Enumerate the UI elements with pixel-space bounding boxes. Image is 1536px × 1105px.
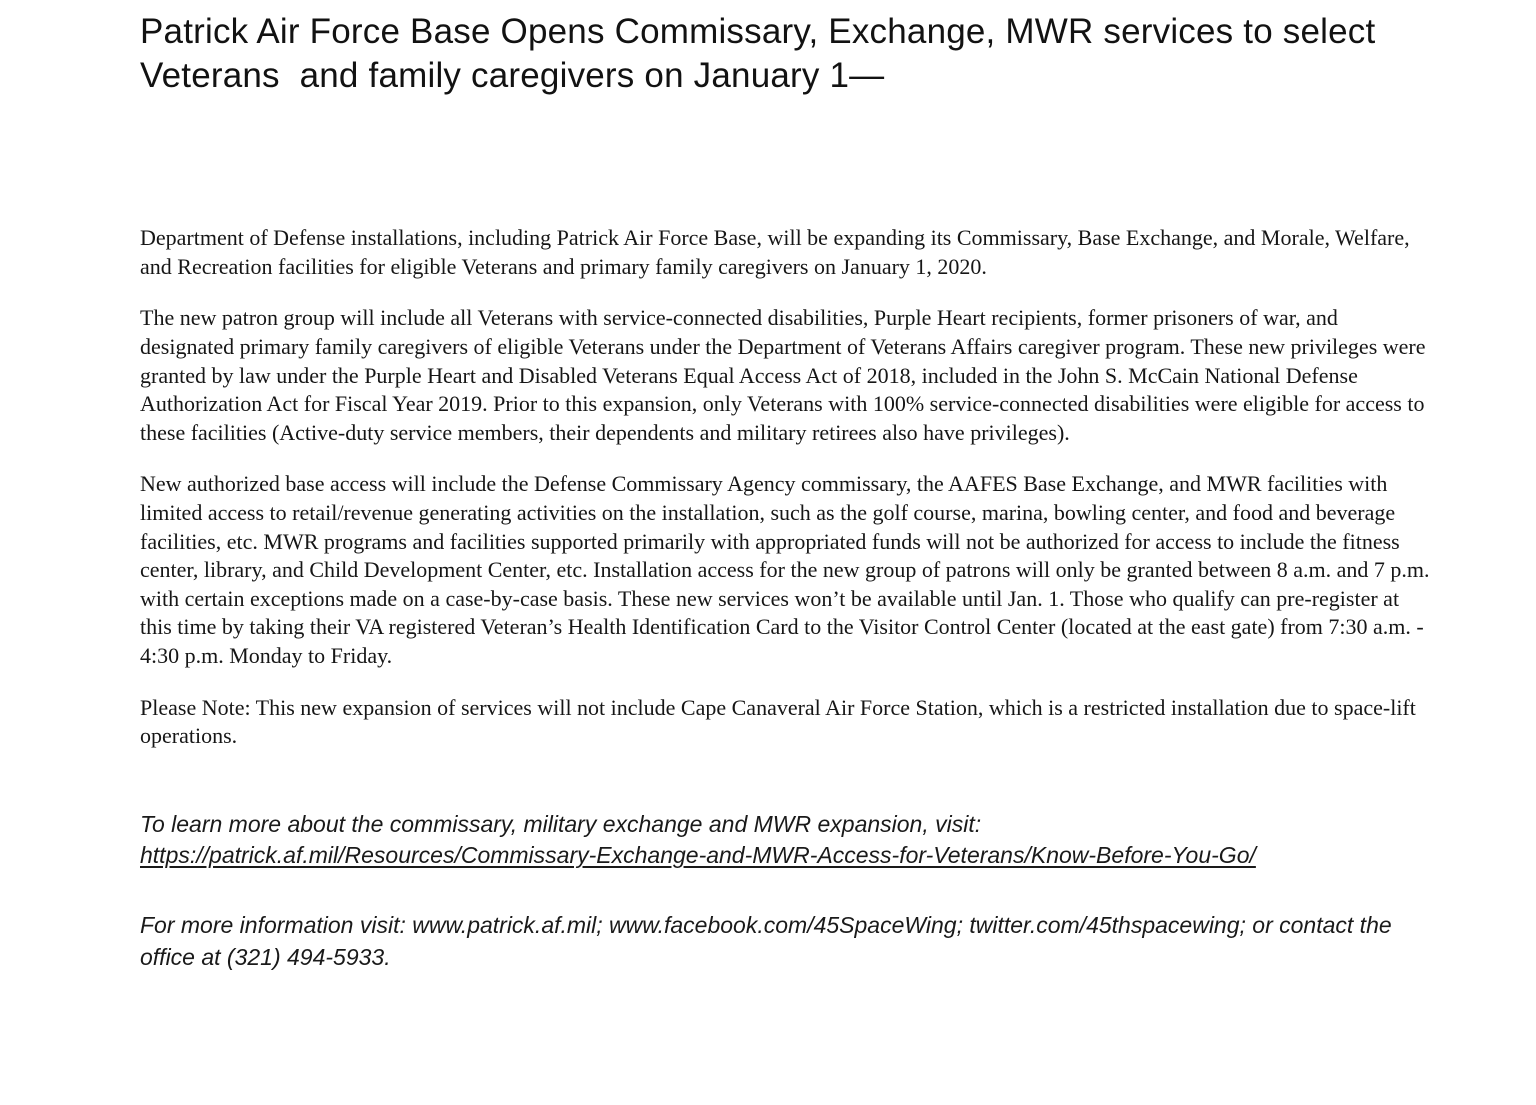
contact-info: For more information visit: www.patrick.af.mil; www.facebook.com/45SpaceWing; twitter.com/45thspacewing; or contact the office at (321) 494-5933. — [140, 911, 1392, 970]
body-paragraph-please-note: Please Note: This new expansion of services will not include Cape Canaveral Air Force Station, which is a restricted installation due to space-lift operations. — [140, 694, 1416, 749]
learn-more-section — [140, 809, 1430, 871]
document-body — [140, 224, 1430, 751]
know-before-you-go-link[interactable]: https://patrick.af.mil/Resources/Commissary-Exchange-and-MWR-Access-for-Veterans/Know-Before-You-Go/ — [140, 841, 1256, 868]
learn-more-text: To learn more about the commissary, military exchange and MWR expansion, visit: — [140, 810, 982, 837]
body-paragraph-intro: Department of Defense installations, including Patrick Air Force Base, will be expanding its Commissary, Base Exchange, and Morale, Welfare, and Recreation facilities for eligible Veterans and primary family caregivers on January 1, 2020. — [140, 225, 1410, 279]
body-paragraph-base-access: New authorized base access will include the Defense Commissary Agency commissary, the AAFES Base Exchange, and MWR facilities with limited access to retail/revenue generating activities on the installation, such as the golf course, marina, bowling center, and food and beverage facilities, etc. MWR programs and facilities supported primarily with appropriated funds will not be authorized for access to include the fitness center, library, and Child Development Center, etc. Installation access for the new group of patrons will only be granted between 8 a.m. and 7 p.m. with certain exceptions made on a case-by-case basis. These new services won’t be available until Jan. 1. Those who qualify can pre-register at this time by taking their VA registered Veteran’s Health Identification Card to the Visitor Control Center (located at the east gate) from 7:30 a.m. - 4:30 p.m. Monday to Friday. — [140, 471, 1430, 668]
learn-more-link-line — [140, 840, 1430, 871]
body-paragraph-patron-group: The new patron group will include all Veterans with service-connected disabilities, Purple Heart recipients, former prisoners of war, and designated primary family caregivers of eligible Veterans under the Department of Veterans Affairs caregiver program. These new privileges were granted by law under the Purple Heart and Disabled Veterans Equal Access Act of 2018, included in the John S. McCain National Defense Authorization Act for Fiscal Year 2019. Prior to this expansion, only Veterans with 100% service-connected disabilities were eligible for access to these facilities (Active-duty service members, their dependents and military retirees also have privileges). — [140, 305, 1426, 445]
document-title: Patrick Air Force Base Opens Commissary, Exchange, MWR services to select Veterans and family caregivers on January 1— — [140, 12, 1386, 96]
